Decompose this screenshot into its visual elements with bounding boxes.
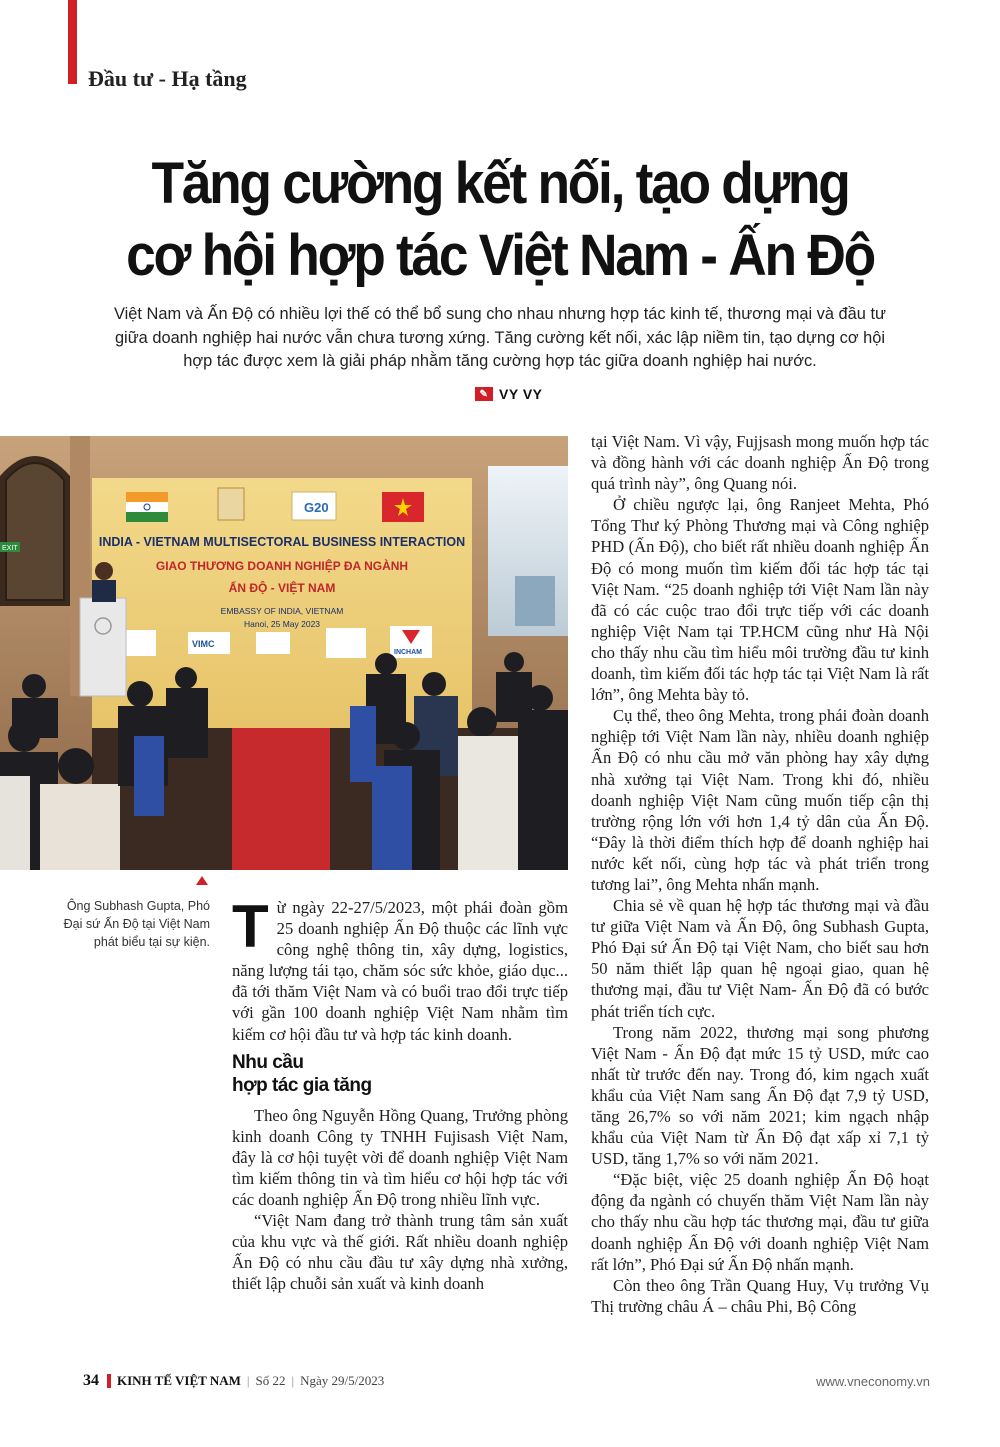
paragraph: Còn theo ông Trần Quang Huy, Vụ trưởng Vụ Thị trường châu Á – châu Phi, Bộ Công: [591, 1275, 929, 1316]
article-column-1: [232, 893, 568, 1295]
paragraph: tại Việt Nam. Vì vậy, Fujjsash mong muốn hợp tác và đồng hành với các doanh nghiệp Ấn Độ trong quá trình này”, ông Quang nói.: [591, 432, 929, 494]
author-name: VY VY: [499, 386, 543, 402]
section-accent-bar: [68, 0, 77, 84]
vimc-logo: VIMC: [192, 639, 215, 649]
event-photo: [0, 436, 568, 870]
pen-icon: ✎: [475, 387, 493, 401]
banner-title: INDIA - VIETNAM MULTISECTORAL BUSINESS INTERACTION: [98, 535, 466, 549]
intro-text: ừ ngày 22-27/5/2023, một phái đoàn gồm 25 doanh nghiệp Ấn Độ thuộc các lĩnh vực công nghệ thông tin, xây dựng, logistics, năng lượng tái tạo, chăm sóc sức khỏe, giáo dục... đã tới thăm Việt Nam và có buổi trao đổi trực tiếp với gần 100 doanh nghiệp Việt Nam nhằm tìm kiếm cơ hội đầu tư và hợp tác kinh doanh.: [232, 898, 568, 1044]
issue-date: Ngày 29/5/2023: [300, 1373, 385, 1388]
footer-accent: [107, 1374, 111, 1388]
lead-paragraph: Việt Nam và Ấn Độ có nhiều lợi thế có thể bổ sung cho nhau nhưng hợp tác kinh tế, thương mại và đầu tư giữa doanh nghiệp hai nước vẫn chưa tương xứng. Tăng cường kết nối, xác lập niềm tin, tạo dựng cơ hội hợp tác được xem là giải pháp nhằm tăng cường hợp tác giữa doanh nghiệp hai nước.: [114, 305, 886, 370]
incham-logo: INCHAM: [394, 649, 422, 656]
paragraph: Theo ông Nguyễn Hồng Quang, Trưởng phòng kinh doanh Công ty TNHH Fujisash Việt Nam, đây là cơ hội tuyệt vời để doanh nghiệp Việt Nam tìm kiếm thông tin và tìm hiểu cơ hội hợp tác với các doanh nghiệp Ấn Độ trong nhiều lĩnh vực.: [232, 1105, 568, 1210]
caption-marker: [196, 876, 208, 885]
headline-line-1: Tăng cường kết nối, tạo dựng: [151, 151, 849, 216]
g20-logo: G20: [304, 500, 329, 515]
section-label: Đầu tư - Hạ tầng: [88, 66, 247, 91]
subheading-line-2: hợp tác gia tăng: [232, 1074, 372, 1096]
paragraph: “Đặc biệt, việc 25 doanh nghiệp Ấn Độ hoạt động đa ngành có chuyến thăm Việt Nam lần này cho thấy nhu cầu hợp tác thương mại, đầu tư giữa doanh nghiệp Ấn Độ với doanh nghiệp Việt Nam rất lớn”, Phó Đại sứ Ấn Độ nhấn mạnh.: [591, 1170, 929, 1274]
subheading-line-1: Nhu cầu: [232, 1051, 304, 1073]
exit-sign: EXIT: [2, 545, 18, 552]
photo-caption: Ông Subhash Gupta, Phó Đại sứ Ấn Độ tại Việt Nam phát biểu tại sự kiện.: [63, 899, 210, 949]
footer-divider: |: [246, 1373, 250, 1388]
paragraph: Chia sẻ về quan hệ hợp tác thương mại và đầu tư giữa Việt Nam và Ấn Độ, ông Subhash Gupta, Phó Đại sứ Ấn Độ tại Việt Nam, cho biết sau hơn 50 năm thiết lập quan hệ ngoại giao, quan hệ thương mại, đầu tư Việt Nam- Ấn Độ đã có bước phát triển tích cực.: [591, 896, 929, 1021]
page-number: 34: [83, 1372, 99, 1389]
article-column-2: [591, 431, 929, 1317]
paragraph: Trong năm 2022, thương mại song phương Việt Nam - Ấn Độ đạt mức 15 tỷ USD, mức cao nhất từ trước đến nay. Trong đó, kim ngạch xuất khẩu của Việt Nam sang Ấn Độ đạt 7,9 tỷ USD, tăng 26,7% so với năm 2021; kim ngạch nhập khẩu của Việt Nam từ Ấn Độ đạt xấp xỉ 7,1 tỷ USD, tăng 1,7% so với năm 2021.: [591, 1022, 929, 1169]
banner-vn-2: ẤN ĐỘ - VIỆT NAM: [228, 581, 336, 595]
page-footer: [83, 1372, 930, 1390]
headline-line-2: cơ hội hợp tác Việt Nam - Ấn Độ: [126, 223, 874, 288]
banner-date: Hanoi, 25 May 2023: [243, 619, 321, 629]
drop-cap: T: [232, 893, 269, 960]
banner-vn-1: GIAO THƯƠNG DOANH NGHIỆP ĐA NGÀNH: [155, 559, 409, 573]
footer-divider: |: [291, 1373, 295, 1388]
issue-number: Số 22: [255, 1373, 286, 1388]
banner-embassy: EMBASSY OF INDIA, VIETNAM: [220, 606, 344, 616]
paragraph: Ở chiều ngược lại, ông Ranjeet Mehta, Phó Tổng Thư ký Phòng Thương mại và Công nghiệp PHD (Ấn Độ), cho biết rất nhiều doanh nghiệp Ấn Độ có mong muốn tìm kiếm đối tác hợp tác tại Việt Nam. “25 doanh nghiệp tới Việt Nam lần này đã có các cuộc trao đổi trực tiếp với các doanh nghiệp Việt Nam tại TP.HCM cũng như Hà Nội cho thấy nhu cầu tìm hiểu môi trường đầu tư kinh doanh, tìm kiếm đối tác hợp tác tại Việt Nam là rất lớn”, ông Mehta bày tỏ.: [591, 495, 929, 705]
author-byline: [475, 386, 543, 402]
magazine-name: KINH TẾ VIỆT NAM: [117, 1373, 241, 1388]
paragraph: Cụ thể, theo ông Mehta, trong phái đoàn doanh nghiệp tới Việt Nam lần này, nhiều doanh nghiệp Ấn Độ có nhu cầu mở văn phòng hay xây dựng nhà xưởng tại Việt Nam. Trong khi đó, nhiều doanh nghiệp Việt Nam cũng muốn tiếp cận thị trường rộng lớn với hơn 1,4 tỷ dân của Ấn Độ. “Đây là thời điểm thích hợp để doanh nghiệp hai nước kết nối, cùng hợp tác và phát triển trong tương lai”, ông Mehta nhấn mạnh.: [591, 706, 929, 894]
website-link[interactable]: www.vneconomy.vn: [816, 1373, 930, 1389]
paragraph: “Việt Nam đang trở thành trung tâm sản xuất của khu vực và thế giới. Rất nhiều doanh nghiệp Ấn Độ có nhu cầu đầu tư xây dựng nhà xưởng, thiết lập chuỗi sản xuất và kinh doanh: [232, 1211, 568, 1294]
intro-paragraph: [232, 893, 568, 1045]
subheading: [232, 1051, 568, 1097]
